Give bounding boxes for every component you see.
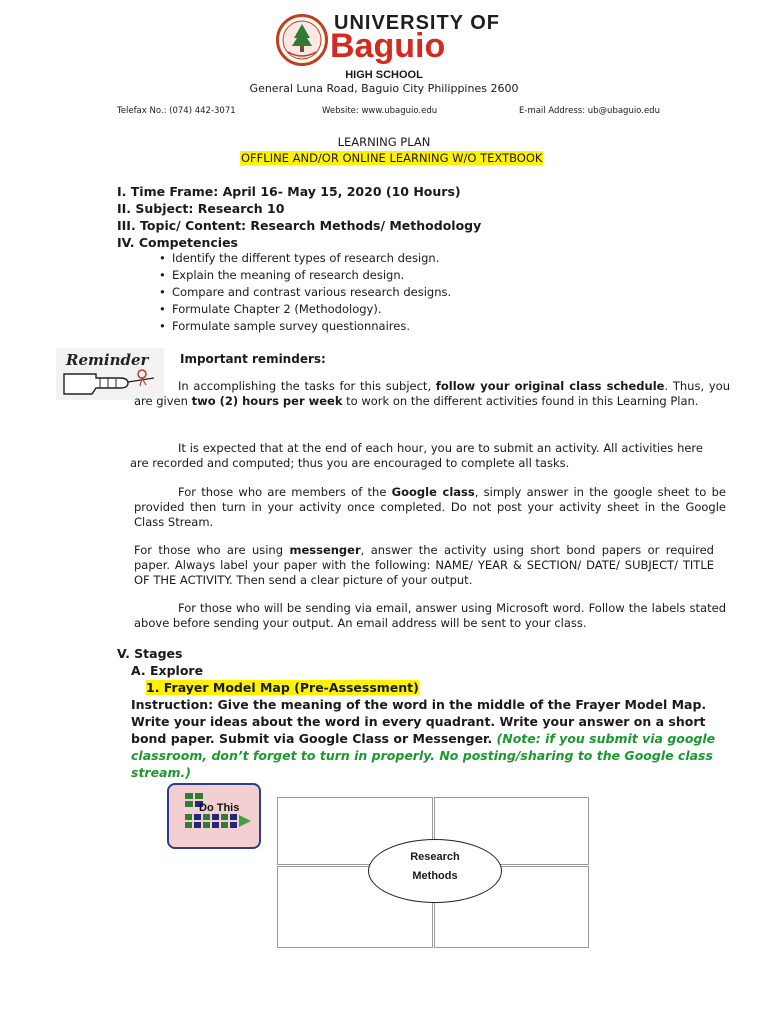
reminder-paragraph-1: In accomplishing the tasks for this subject, follow your original class schedule. Thus, you are given two (2) hours per week to work on the different activities found in this Learning Plan. bbox=[134, 379, 730, 408]
website: Website: www.ubaguio.edu bbox=[322, 106, 438, 116]
school-name: HIGH SCHOOL bbox=[345, 69, 423, 81]
competencies-heading: IV. Competencies bbox=[117, 235, 238, 250]
stages-heading: V. Stages bbox=[117, 646, 183, 661]
plan-subtitle: OFFLINE AND/OR ONLINE LEARNING W/O TEXTBOOK bbox=[241, 151, 543, 165]
competency-item: • Formulate sample survey questionnaires. bbox=[172, 319, 410, 333]
reminder-paragraph-2: It is expected that at the end of each hour, you are to submit an activity. All activities here are recorded and computed; thus you are encouraged to complete all tasks. bbox=[130, 441, 703, 470]
competency-item: • Formulate Chapter 2 (Methodology). bbox=[172, 302, 381, 316]
frayer-center-word-line2: Methods bbox=[412, 870, 458, 882]
do-this-box bbox=[167, 783, 261, 849]
email-address: E-mail Address: ub@ubaguio.edu bbox=[519, 106, 660, 116]
subject: II. Subject: Research 10 bbox=[117, 201, 285, 216]
university-name-line1: UNIVERSITY OF bbox=[334, 12, 500, 34]
reminder-paragraph-4: For those who are using messenger, answer the activity using short bond papers or required paper. Always label your paper with the following: NAME/ YEAR & SECTION/ DATE/ SUBJECT/ TITLE OF THE ACTIVITY. Then send a clear picture of your output. bbox=[134, 543, 714, 587]
frayer-item-heading: 1. Frayer Model Map (Pre-Assessment) bbox=[146, 680, 419, 695]
topic: III. Topic/ Content: Research Methods/ Methodology bbox=[117, 218, 482, 233]
reminder-badge-text: Reminder bbox=[66, 351, 149, 369]
competency-item: • Identify the different types of research design. bbox=[172, 251, 439, 265]
explore-heading: A. Explore bbox=[131, 663, 204, 678]
university-seal-logo bbox=[276, 14, 328, 66]
do-this-icon bbox=[169, 785, 259, 847]
reminder-paragraph-5: For those who will be sending via email, answer using Microsoft word. Follow the labels stated above before sending your output. An email address will be sent to your class. bbox=[134, 601, 726, 630]
frayer-center-oval bbox=[368, 839, 502, 903]
note-text: (Note: if you submit via google classroom, don’t forget to turn in properly. No posting/sharing to the Google class stream.) bbox=[131, 731, 716, 780]
time-frame: I. Time Frame: April 16- May 15, 2020 (10 Hours) bbox=[117, 184, 461, 199]
competency-item: • Explain the meaning of research design. bbox=[172, 268, 404, 282]
competency-item: • Compare and contrast various research designs. bbox=[172, 285, 451, 299]
plan-title: LEARNING PLAN bbox=[337, 135, 431, 149]
reminder-paragraph-3: For those who are members of the Google class, simply answer in the google sheet to be provided then turn in your activity once completed. Do not post your activity sheet in the Google Class Stream. bbox=[134, 485, 726, 529]
instruction-text: Instruction: Give the meaning of the word in the middle of the Frayer Model Map. Write your ideas about the word in every quadrant. Write your answer on a short bond paper. Submit via Google Class or Messenger. (Note: if you submit via google classroom, don’t forget to turn in properly. No posting/sharing to the Google class stream.) bbox=[131, 697, 716, 780]
reminders-heading: Important reminders: bbox=[180, 352, 326, 366]
school-address: General Luna Road, Baguio City Philippines 2600 bbox=[249, 82, 519, 95]
do-this-label: Do This bbox=[199, 802, 240, 814]
university-name-line2: Baguio bbox=[330, 27, 446, 65]
frayer-center-word-line1: Research bbox=[410, 851, 460, 863]
telefax: Telefax No.: (074) 442-3071 bbox=[117, 106, 236, 116]
